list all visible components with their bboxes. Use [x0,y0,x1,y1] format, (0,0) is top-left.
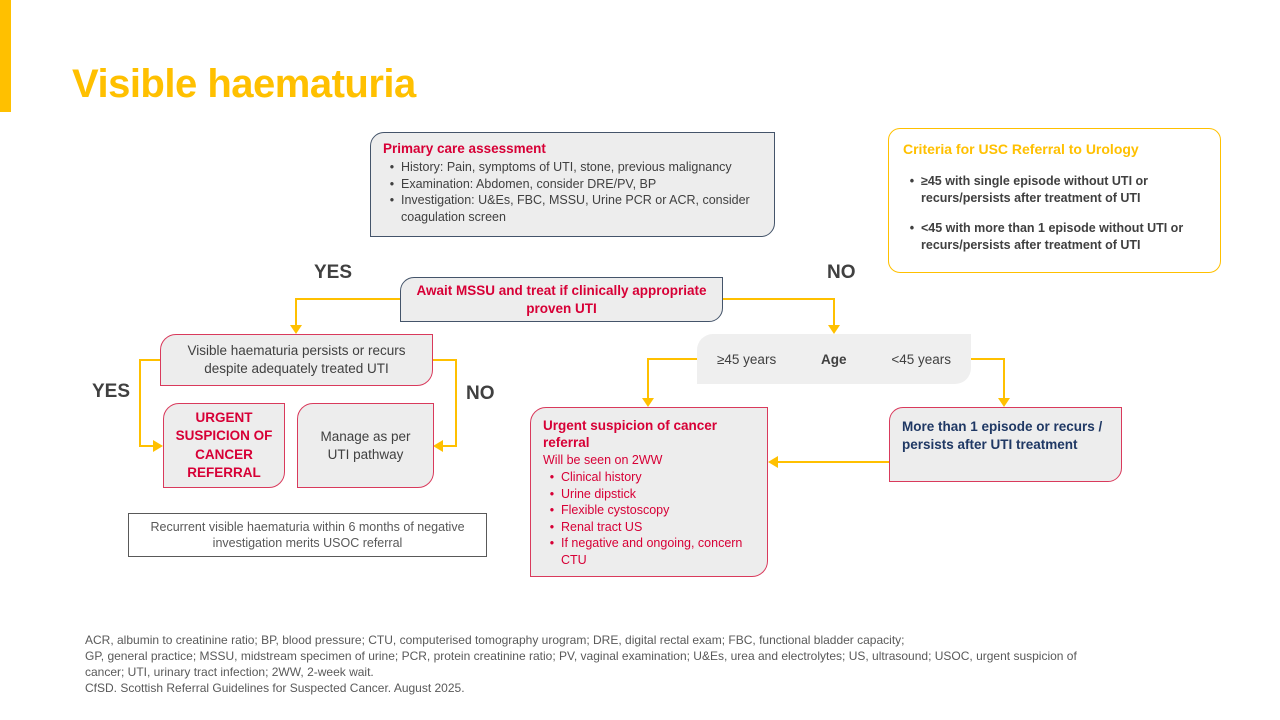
bullet-icon: • [549,486,555,501]
usc-referral-bullet: Clinical history [561,470,642,484]
no-label-right: NO [466,383,495,404]
usc-referral-bullet: Renal tract US [561,519,643,534]
arrowhead-left-usc [768,456,778,468]
haematuria-persists-text: Visible haematuria persists or recurs despite adequately treated UTI [187,343,406,376]
await-mssu-text: Await MSSU and treat if clinically appropriate proven UTI [416,282,707,316]
accent-bar [0,0,11,112]
bullet-icon: • [549,470,555,484]
list-item [383,176,762,193]
bullet-icon: • [549,536,555,550]
arrowhead-down-episode [998,398,1010,407]
bullet-icon: • [909,174,915,188]
primary-care-bullet: Examination: Abdomen, consider DRE/PV, BP [401,176,657,191]
episode-recurs-text: More than 1 episode or recurs / persists after UTI treatment [902,419,1103,452]
footer-line: CfSD. Scottish Referral Guidelines for Suspected Cancer. August 2025. [85,681,465,695]
page-title: Visible haematuria [72,62,416,106]
urgent-suspicion-text: URGENT SUSPICION OF CANCER REFERRAL [175,410,273,480]
usc-referral-bullet: If negative and ongoing, concern CTU [561,536,743,567]
primary-care-bullet: Investigation: U&Es, FBC, MSSU, Urine PCR or ACR, consider coagulation screen [401,193,750,224]
episode-recurs-box [889,407,1122,482]
usc-referral-detail-box [530,407,768,577]
primary-care-title: Primary care assessment [383,141,546,156]
age-decision-box [697,334,971,384]
yes-label-top: YES [314,262,353,283]
connector-mssu-yes [296,299,400,326]
age-option-over-45: ≥45 years [717,351,777,367]
usc-criteria-title: Criteria for USC Referral to Urology [903,141,1139,157]
footer-line: ACR, albumin to creatinine ratio; BP, blood pressure; CTU, computerised tomography urogram; DRE, digital rectal exam; FBC, functional bladder capacity; [85,633,905,647]
manage-uti-pathway-box [297,403,434,488]
list-item [543,486,755,503]
bullet-icon: • [389,193,395,207]
connector-persists-no [432,360,456,446]
usc-referral-title: Urgent suspicion of cancer referral [543,418,718,450]
arrowhead-down-usc [642,398,654,407]
list-item [543,519,755,536]
list-item [383,192,762,225]
list-item [543,535,755,568]
bullet-icon: • [549,503,555,517]
list-item [543,469,755,486]
usc-referral-bullet: Urine dipstick [561,486,637,501]
bullet-icon: • [389,176,395,191]
recurrent-note-box [128,513,487,557]
age-label: Age [821,351,847,367]
list-item [543,502,755,519]
age-option-under-45: <45 years [891,351,951,367]
usc-referral-bullet: Flexible cystoscopy [561,503,670,517]
usc-criteria-bullet: ≥45 with single episode without UTI or recurs/persists after treatment of UTI [921,174,1149,205]
connector-persists-yes [140,360,161,446]
urgent-suspicion-box [163,403,285,488]
bullet-icon: • [389,160,395,174]
primary-care-assessment-box [370,132,775,237]
recurrent-note-text: Recurrent visible haematuria within 6 months of negative investigation merits USOC referral [150,519,465,550]
arrowhead-down-persists [290,325,302,334]
list-item [383,159,762,176]
yes-label-left: YES [92,381,131,402]
usc-referral-subtitle: Will be seen on 2WW [543,452,663,467]
footer-line: cancer; UTI, urinary tract infection; 2WW, 2-week wait. [85,665,374,679]
footer-abbreviations [85,632,1200,696]
footer-line: GP, general practice; MSSU, midstream specimen of urine; PCR, protein creatinine ratio; PV, vaginal examination; U&Es, urea and electrolytes; US, ultrasound; USOC, urgent suspicion of [85,649,1077,663]
list-item [903,220,1206,253]
connector-age-left [648,359,697,399]
list-item [903,173,1206,206]
usc-criteria-box [888,128,1221,273]
arrowhead-right-urgent [153,440,163,452]
bullet-icon: • [549,519,555,534]
arrowhead-left-manage [433,440,443,452]
usc-criteria-bullet: <45 with more than 1 episode without UTI or recurs/persists after treatment of UTI [921,221,1184,252]
await-mssu-box [400,277,723,322]
arrowhead-down-age [828,325,840,334]
haematuria-persists-box [160,334,433,386]
connector-mssu-no [723,299,834,326]
manage-uti-pathway-text: Manage as per UTI pathway [320,428,411,462]
primary-care-bullet: History: Pain, symptoms of UTI, stone, previous malignancy [401,160,732,174]
bullet-icon: • [909,221,915,235]
no-label-top: NO [827,262,856,283]
connector-age-right [970,359,1004,399]
